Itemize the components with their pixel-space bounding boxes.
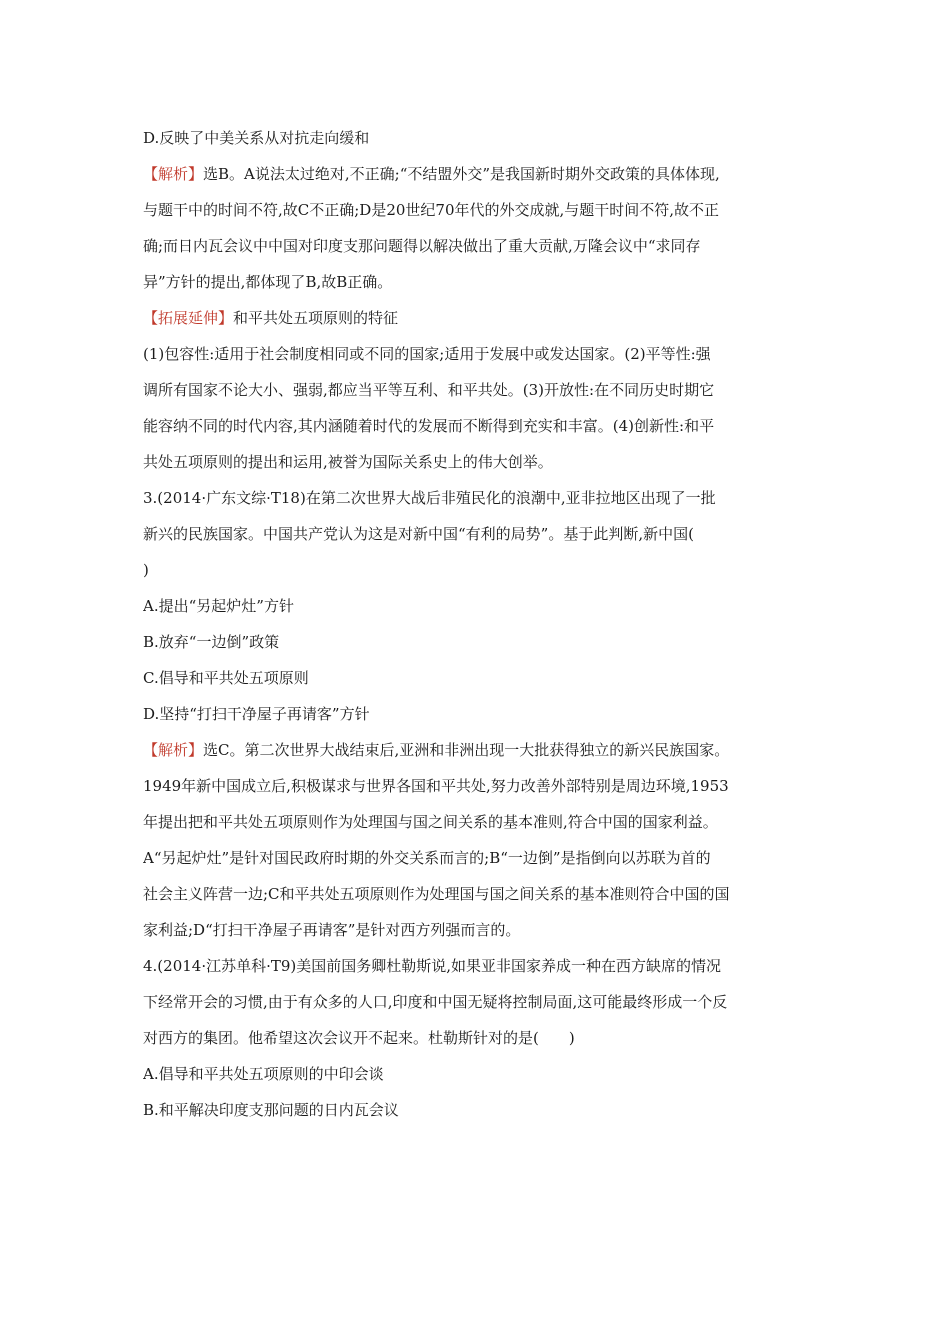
extension-line: 能容纳不同的时代内容,其内涵随着时代的发展而不断得到充实和丰富。(4)创新性:和平: [143, 417, 715, 435]
analysis-tag: 【解析】: [143, 165, 204, 183]
option-b: B.和平解决印度支那问题的日内瓦会议: [143, 1101, 399, 1119]
question-line: 下经常开会的习惯,由于有众多的人口,印度和中国无疑将控制局面,这可能最终形成一个反: [143, 993, 728, 1011]
analysis-line: 家利益;D“打扫干净屋子再请客”是针对西方列强而言的。: [143, 921, 521, 939]
option-c: C.倡导和平共处五项原则: [143, 669, 309, 687]
prev-option-d: D.反映了中美关系从对抗走向缓和: [143, 129, 370, 147]
analysis-line: 年提出把和平共处五项原则作为处理国与国之间关系的基本准则,符合中国的国家利益。: [143, 813, 718, 831]
extension-tag: 【拓展延伸】: [143, 309, 234, 327]
question-line: 对西方的集团。他希望这次会议开不起来。杜勒斯针对的是( ): [143, 1029, 575, 1047]
option-a: A.倡导和平共处五项原则的中印会谈: [143, 1065, 384, 1083]
analysis-tag: 【解析】: [143, 741, 204, 759]
question-line: 4.(2014·江苏单科·T9)美国前国务卿杜勒斯说,如果亚非国家养成一种在西方缺席的情况: [143, 957, 722, 975]
extension-title: 和平共处五项原则的特征: [233, 309, 399, 327]
analysis-line: [143, 156, 811, 192]
analysis-line: 确;而日内瓦会议中中国对印度支那问题得以解决做出了重大贡献,万隆会议中“求同存: [143, 237, 701, 255]
analysis-text: 选B。A说法太过绝对,不正确;“不结盟外交”是我国新时期外交政策的具体体现,: [203, 165, 720, 183]
extension-heading: [143, 300, 811, 336]
analysis-line: 社会主义阵营一边;C和平共处五项原则作为处理国与国之间关系的基本准则符合中国的国: [143, 885, 730, 903]
question-4: [143, 948, 811, 1128]
option-a: A.提出“另起炉灶”方针: [143, 597, 294, 615]
extension-line: 调所有国家不论大小、强弱,都应当平等互利、和平共处。(3)开放性:在不同历史时期它: [143, 381, 715, 399]
extension-block: [143, 300, 811, 480]
analysis-line: [143, 732, 811, 768]
question-line: 3.(2014·广东文综·T18)在第二次世界大战后非殖民化的浪潮中,亚非拉地区出现了一批: [143, 489, 716, 507]
extension-line: 共处五项原则的提出和运用,被誉为国际关系史上的伟大创举。: [143, 453, 553, 471]
question-line: ): [143, 561, 149, 579]
question-3: [143, 480, 811, 732]
analysis-line: A“另起炉灶”是针对国民政府时期的外交关系而言的;B“一边倒”是指倒向以苏联为首的: [143, 849, 711, 867]
analysis-line: 异”方针的提出,都体现了B,故B正确。: [143, 273, 393, 291]
option-d: D.坚持“打扫干净屋子再请客”方针: [143, 705, 370, 723]
page-content: [143, 120, 811, 1128]
extension-line: (1)包容性:适用于社会制度相同或不同的国家;适用于发展中或发达国家。(2)平等性:强: [143, 345, 711, 363]
analysis-line: 1949年新中国成立后,积极谋求与世界各国和平共处,努力改善外部特别是周边环境,1953: [143, 777, 729, 795]
question-line: 新兴的民族国家。中国共产党认为这是对新中国“有利的局势”。基于此判断,新中国(: [143, 525, 694, 543]
analysis-line: 与题干中的时间不符,故C不正确;D是20世纪70年代的外交成就,与题干时间不符,故不正: [143, 201, 720, 219]
analysis-text: 选C。第二次世界大战结束后,亚洲和非洲出现一大批获得独立的新兴民族国家。: [203, 741, 730, 759]
analysis-block-q3: [143, 732, 811, 948]
option-b: B.放弃“一边倒”政策: [143, 633, 280, 651]
analysis-block-q2: [143, 156, 811, 300]
